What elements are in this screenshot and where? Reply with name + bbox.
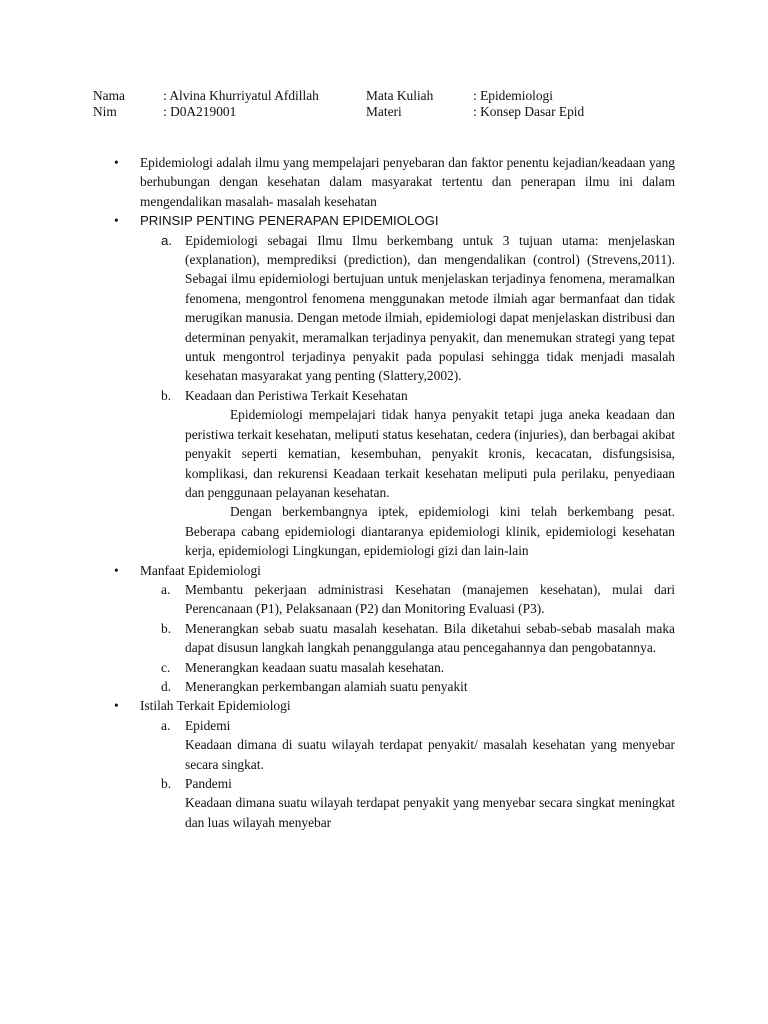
item-title: Epidemi xyxy=(185,717,231,733)
list-item xyxy=(112,619,675,658)
document-body xyxy=(112,153,675,832)
list-item xyxy=(112,774,675,832)
item-text: Menerangkan perkembangan alamiah suatu penyakit xyxy=(185,678,468,694)
bullet-manfaat xyxy=(112,561,675,580)
item-label: b. xyxy=(161,620,172,636)
materi-value: : Konsep Dasar Epid xyxy=(473,104,585,119)
nim-value: : D0A219001 xyxy=(163,104,237,119)
nim-label: Nim xyxy=(93,104,117,119)
item-paragraph: Dengan berkembangnya iptek, epidemiologi kini telah berkembang pesat. Beberapa cabang epidemiologi diantaranya epidemiologi klinik, epidemiologi kesehatan kerja, epidemiologi Lingkungan, epidemiologi gizi dan lain-lain xyxy=(185,504,675,559)
list-item xyxy=(112,716,675,774)
item-text: Menerangkan sebab suatu masalah kesehatan. Bila diketahui sebab-sebab masalah maka dapat disusun langkah langkah penanggulanga atau pencegahannya dan pengobatannya. xyxy=(185,620,675,656)
bullet-istilah xyxy=(112,696,675,715)
section-heading: Manfaat Epidemiologi xyxy=(140,562,261,578)
item-label: b. xyxy=(161,776,172,791)
section-heading: PRINSIP PENTING PENERAPAN EPIDEMIOLOGI xyxy=(140,213,439,229)
item-text: Keadaan dimana suatu wilayah terdapat penyakit yang menyebar secara singkat meningkat dan luas wilayah menyebar xyxy=(185,795,675,830)
mata-kuliah-label: Mata Kuliah xyxy=(366,88,434,103)
materi-label: Materi xyxy=(366,104,402,119)
item-label: a. xyxy=(161,717,171,733)
item-text: Keadaan dimana di suatu wilayah terdapat penyakit/ masalah kesehatan yang menyebar secara singkat. xyxy=(185,737,675,772)
definition-text: Epidemiologi adalah ilmu yang mempelajari penyebaran dan faktor penentu kejadian/keadaan yang berhubungan dengan kesehatan dalam masyarakat tertentu dan penerapan ilmu ini dalam mengendalikan masalah- masalah kesehatan xyxy=(140,155,675,209)
bullet-definition xyxy=(112,153,675,211)
item-title: Keadaan dan Peristiwa Terkait Kesehatan xyxy=(185,387,408,403)
item-text: Menerangkan keadaan suatu masalah kesehatan. xyxy=(185,659,445,675)
section-heading: Istilah Terkait Epidemiologi xyxy=(140,698,291,714)
mata-kuliah-value: : Epidemiologi xyxy=(473,88,553,103)
list-item xyxy=(112,677,675,696)
list-item xyxy=(112,386,675,561)
list-item xyxy=(112,231,675,386)
nama-value: : Alvina Khurriyatul Afdillah xyxy=(163,88,319,103)
item-paragraph: Epidemiologi mempelajari tidak hanya penyakit tetapi juga aneka keadaan dan peristiwa terkait kesehatan, meliputi status kesehatan, cedera (injuries), dan berbagai akibat penyakit seperti kematian, kesembuhan, penyakit kronis, kecacatan, disfungsisisa, komplikasi, dan rekurensi Keadaan terkait kesehatan meliputi pula perilaku, penyediaan dan penggunaan pelayanan kesehatan. xyxy=(185,407,675,500)
bullet-icon: • xyxy=(114,213,119,229)
list-item xyxy=(112,580,675,619)
item-label: d. xyxy=(161,678,172,694)
item-label: a. xyxy=(161,232,172,248)
item-text: Epidemiologi sebagai Ilmu Ilmu berkembang untuk 3 tujuan utama: menjelaskan (explanation), memprediksi (prediction), dan mengendalikan (control) (Strevens,2011). Sebagai ilmu epidemiologi bertujuan untuk menjelaskan terjadinya fenomena, meramalkan fenomena, mengontrol fenomena menggunakan metode ilmiah agar bermanfaat dan tidak merugikan manusia. Dengan metode ilmiah, epidemiologi dapat menjelaskan distribusi dan determinan penyakit, meramalkan terjadinya penyakit, dan menemukan strategi yang tepat untuk mengontrol terjadinya penyakit pada populasi sehingga tidak menjadi masalah kesehatan masyarakat yang penting (Slattery,2002). xyxy=(185,232,675,384)
item-text: Membantu pekerjaan administrasi Kesehatan (manajemen kesehatan), mulai dari Perencanaan (P1), Pelaksanaan (P2) dan Monitoring Evaluasi (P3). xyxy=(185,581,675,617)
item-title: Pandemi xyxy=(185,776,232,791)
bullet-icon: • xyxy=(114,562,119,578)
bullet-icon: • xyxy=(114,155,119,170)
bullet-icon: • xyxy=(114,698,119,714)
item-label: b. xyxy=(161,387,172,403)
bullet-prinsip xyxy=(112,211,675,230)
item-label: a. xyxy=(161,581,171,597)
item-label: c. xyxy=(161,659,171,675)
list-item xyxy=(112,658,675,677)
nama-label: Nama xyxy=(93,88,125,103)
